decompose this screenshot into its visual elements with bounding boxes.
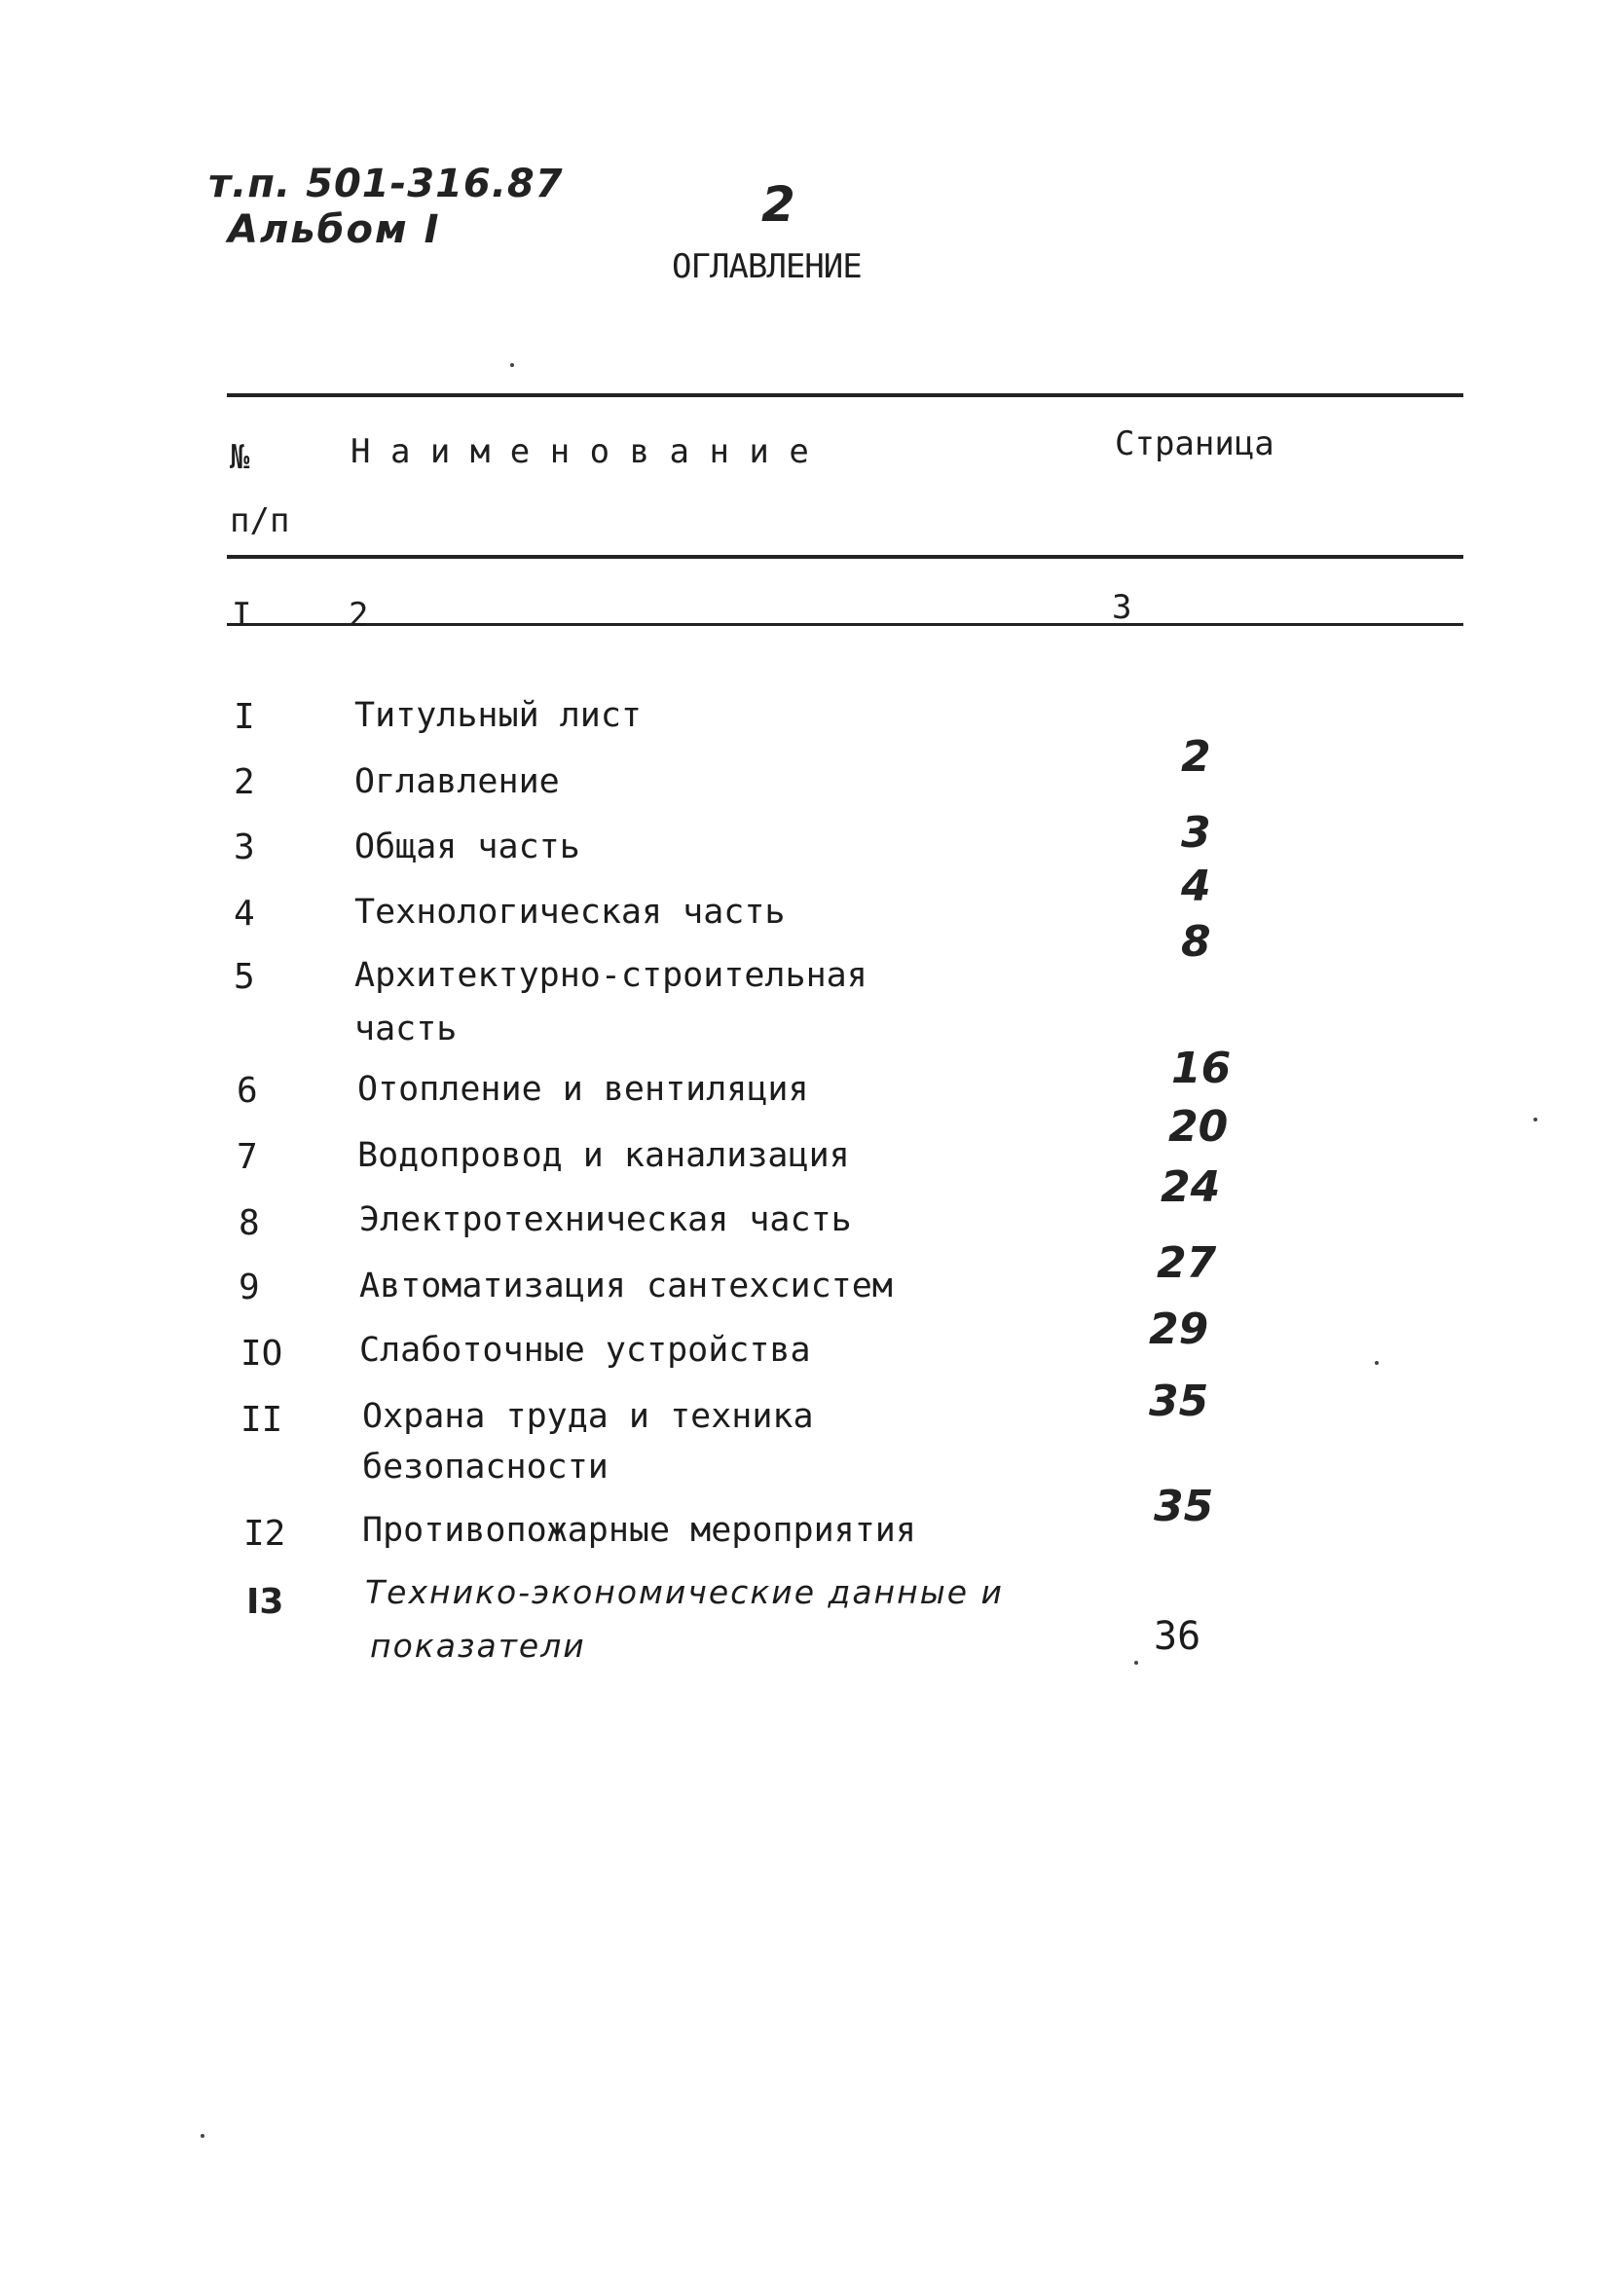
row-number: II [240, 1400, 283, 1440]
row-title: Технико-экономические данные и [365, 1573, 1004, 1611]
row-page-number: 29 [1149, 1304, 1209, 1354]
row-title: Оглавление [354, 762, 560, 801]
row-number: 4 [234, 894, 255, 934]
table-top-rule [227, 393, 1463, 397]
row-number: I3 [246, 1582, 284, 1622]
column-index-3: 3 [1112, 588, 1132, 627]
scan-speck [510, 363, 514, 367]
row-number: I [234, 697, 255, 737]
row-page-number: 2 [1181, 732, 1211, 782]
row-title: Отопление и вентиляция [357, 1070, 809, 1109]
row-title: Электротехническая часть [359, 1200, 852, 1239]
row-title: Общая часть [354, 827, 580, 866]
column-header-number: № [230, 438, 250, 477]
row-title: Слаботочные устройства [359, 1331, 811, 1370]
row-page-number: 4 [1181, 862, 1211, 911]
row-title-continued: безопасности [362, 1448, 609, 1487]
scan-speck [201, 2134, 204, 2138]
column-index-1: I [232, 596, 252, 635]
row-page-number: 16 [1171, 1044, 1232, 1093]
row-page-number: 8 [1181, 917, 1211, 967]
row-page-number: 35 [1149, 1377, 1209, 1426]
column-index-2: 2 [349, 596, 369, 635]
scan-speck [1375, 1361, 1379, 1365]
row-title: Технологическая часть [354, 893, 786, 932]
row-number: 8 [239, 1203, 260, 1243]
row-title-continued: часть [354, 1010, 458, 1048]
row-number: 3 [234, 827, 255, 867]
table-index-rule [227, 623, 1463, 626]
scan-speck [1533, 1118, 1537, 1121]
row-number: 5 [234, 957, 255, 997]
scan-speck [1134, 1661, 1138, 1665]
row-page-number: 27 [1157, 1238, 1217, 1288]
page-title: ОГЛАВЛЕНИЕ [672, 247, 862, 286]
row-number: 9 [239, 1268, 260, 1307]
row-page-number: 36 [1154, 1614, 1201, 1659]
column-header-page: Страница [1115, 424, 1274, 463]
row-title: Титульный лист [354, 696, 643, 735]
row-title: Противопожарные мероприятия [362, 1511, 916, 1550]
table-header-rule [227, 555, 1463, 559]
row-title: Охрана труда и техника [362, 1397, 814, 1436]
row-page-number: 24 [1161, 1162, 1221, 1212]
page-number: 2 [761, 176, 795, 233]
row-number: 6 [237, 1071, 258, 1111]
row-number: 7 [237, 1137, 258, 1177]
row-number: IO [240, 1334, 283, 1374]
row-number: 2 [234, 762, 255, 802]
row-page-number: 20 [1168, 1102, 1229, 1152]
document-code: т.п. 501-316.87 [208, 162, 564, 206]
column-header-name: Н а и м е н о в а н и е [351, 432, 809, 471]
album-label: Альбом I [228, 207, 441, 252]
row-title: Архитектурно-строительная [354, 956, 867, 995]
row-title: Водопровод и канализация [357, 1136, 850, 1175]
row-number: I2 [243, 1514, 286, 1554]
row-title: Автоматизация сантехсистем [359, 1267, 893, 1305]
column-header-number-sub: п/п [230, 501, 290, 540]
row-page-number: 35 [1154, 1482, 1214, 1531]
row-page-number: 3 [1181, 808, 1211, 858]
row-title-continued: показатели [370, 1627, 586, 1665]
